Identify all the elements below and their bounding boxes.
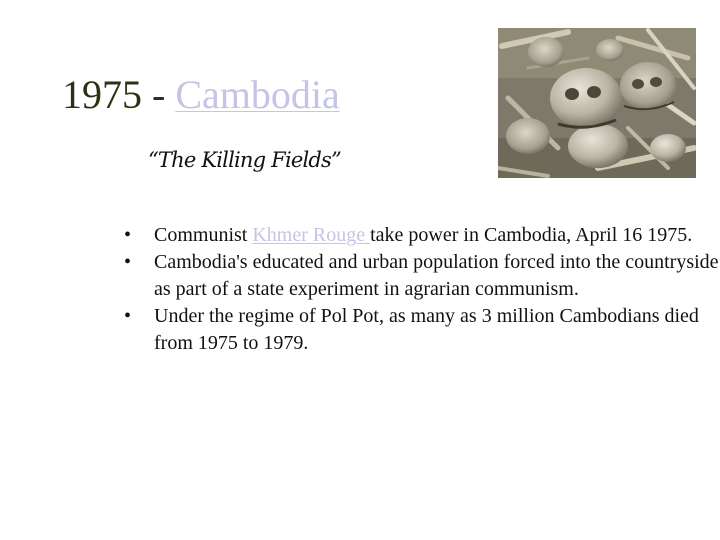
bullet-text: Communist [154,224,253,246]
bullet-item [124,303,720,357]
title-year: 1975 - [62,72,176,117]
bullet-marker: • [124,305,132,327]
bullet-item [124,222,720,249]
cambodia-link[interactable]: Cambodia [175,72,340,117]
killing-fields-skulls-photo [498,28,696,178]
bullet-marker: • [124,251,132,273]
bullet-list [124,222,720,357]
bullet-text: take power in Cambodia, April 16 1975. [370,224,693,246]
slide-subtitle: “The Killing Fields” [148,148,341,172]
bullet-marker: • [124,224,132,246]
bullet-text: Under the regime of Pol Pot, as many as 3 million Cambodians died from 1975 to 1979. [154,305,699,354]
khmer-rouge-link[interactable]: Khmer Rouge [252,224,371,246]
slide-title [62,70,340,120]
bullet-item [124,249,720,303]
bullet-text: Cambodia's educated and urban population forced into the countryside as part of a state experiment in agrarian communism. [154,251,719,300]
